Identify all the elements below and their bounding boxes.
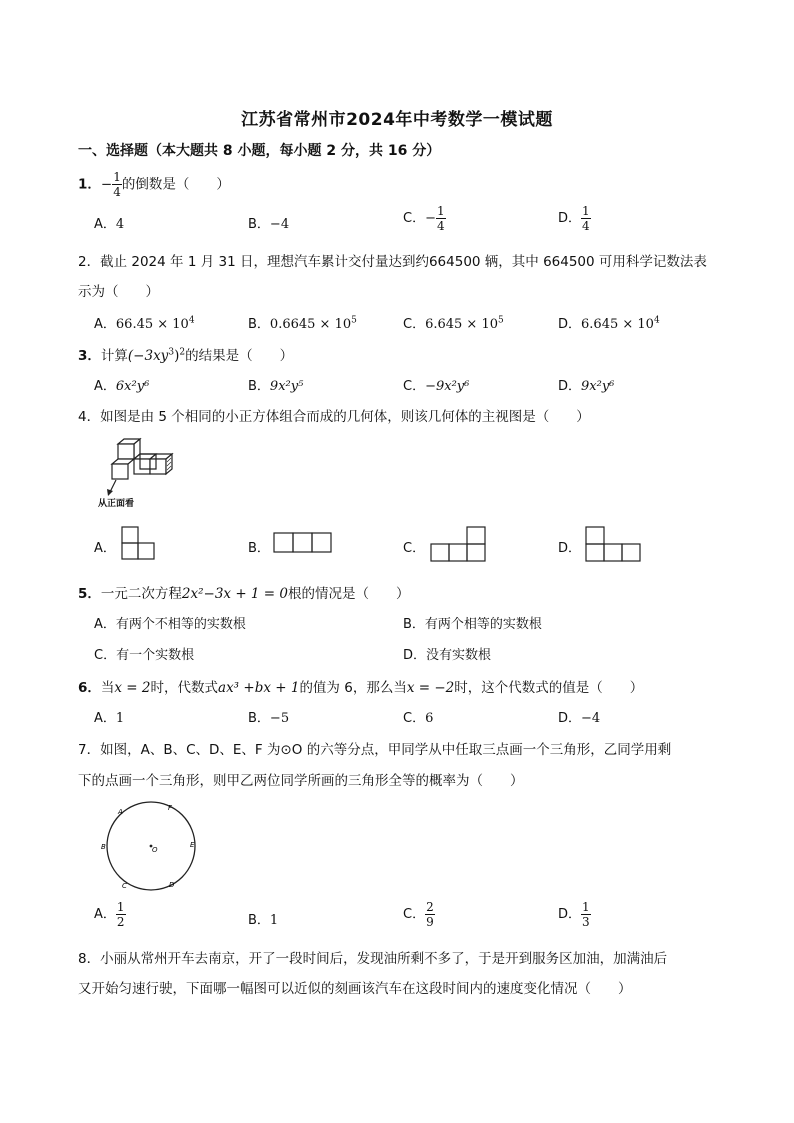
frac-den: 4 xyxy=(436,219,445,233)
q6-option-b[interactable] xyxy=(248,707,289,726)
q8-line-2: 又开始匀速行驶，下面哪一幅图可以近似的刻画该汽车在这段时间内的速度变化情况（ ） xyxy=(78,981,632,997)
q6-expr: x = 2 xyxy=(114,680,151,696)
label-o: O xyxy=(152,846,158,854)
frac-num: 1 xyxy=(582,900,590,914)
q4-text: 4．如图是由 5 个相同的小正方体组合而成的几何体，则该几何体的主视图是（ ） xyxy=(78,409,590,425)
label-a: A xyxy=(118,808,123,816)
option-label: C． xyxy=(403,711,426,726)
q4-option-d[interactable] xyxy=(558,537,581,556)
option-value: 6x²y⁶ xyxy=(115,379,150,394)
question-6 xyxy=(78,676,643,696)
label-b: B xyxy=(101,843,106,851)
q7-circle-figure xyxy=(96,800,206,892)
q3-number: 3． xyxy=(78,348,101,364)
q2-option-b[interactable] xyxy=(248,313,357,332)
option-fraction xyxy=(116,900,126,929)
q1-option-a[interactable] xyxy=(94,213,124,232)
frac-num: 1 xyxy=(582,204,590,218)
frac-den: 2 xyxy=(116,915,125,929)
option-label: D． xyxy=(558,379,582,394)
q6-expr: x = −2 xyxy=(406,680,455,696)
q5-option-b[interactable]: B．有两个相等的实数根 xyxy=(403,617,542,632)
q3-expr: (−3xy xyxy=(127,348,169,364)
q3-exp-outer: 2 xyxy=(179,347,186,358)
q1-frac-den: 4 xyxy=(113,185,121,199)
view-arrow xyxy=(110,480,116,492)
option-label: A． xyxy=(94,907,116,922)
question-5 xyxy=(78,582,410,602)
q1-sign: − xyxy=(100,176,113,193)
option-label: A． xyxy=(94,541,116,556)
option-value: 4 xyxy=(115,217,125,232)
section-heading: 一、选择题（本大题共 8 小题，每小题 2 分，共 16 分） xyxy=(78,143,441,159)
option-label: A． xyxy=(94,317,116,332)
option-label: C． xyxy=(403,211,426,226)
label-c: C xyxy=(122,882,127,890)
option-value: −5 xyxy=(269,711,290,726)
q4-option-c-view xyxy=(428,524,490,564)
q2-line-1: 2．截止 2024 年 1 月 31 日，理想汽车累计交付量达到约664500 辆，其中 664500 可用科学记数法表 xyxy=(78,254,707,270)
q2-option-c[interactable] xyxy=(403,313,504,332)
q8-line-1: 8．小丽从常州开车去南京，开了一段时间后，发现油所剩不多了，于是开到服务区加油，加满油后 xyxy=(78,951,668,967)
option-value: 9x²y⁶ xyxy=(581,379,615,394)
q5-pre: 一元二次方程 xyxy=(100,586,182,602)
option-label: B． xyxy=(248,541,270,556)
q3-option-d[interactable] xyxy=(558,375,614,394)
option-value: 9x²y⁵ xyxy=(269,379,304,394)
q5-number: 5． xyxy=(78,586,101,602)
q5-option-c[interactable]: C．有一个实数根 xyxy=(94,648,195,663)
option-base: 6.645 × 10 xyxy=(581,317,654,332)
option-fraction xyxy=(581,204,591,233)
q7-option-d[interactable] xyxy=(558,900,591,929)
q1-option-c[interactable] xyxy=(403,204,446,233)
q4-caption: 从正面看 xyxy=(98,499,135,509)
option-sign: − xyxy=(425,211,436,226)
option-exp: 5 xyxy=(498,315,504,326)
q2-line-2: 示为（ ） xyxy=(78,284,159,300)
q6-number: 6． xyxy=(78,680,101,696)
option-label: C． xyxy=(403,317,426,332)
option-value: 6 xyxy=(425,711,434,726)
q3-close: ) xyxy=(174,348,180,364)
option-value: −9x²y⁶ xyxy=(425,379,470,394)
label-e: E xyxy=(190,841,195,849)
q1-number: 1． xyxy=(78,176,101,193)
q4-option-a[interactable] xyxy=(94,537,116,556)
option-label: D． xyxy=(558,317,582,332)
q7-option-a[interactable] xyxy=(94,900,126,929)
q1-frac-num: 1 xyxy=(113,170,121,184)
q6-part: 时，这个代数式的值是（ ） xyxy=(454,680,644,696)
frac-num: 1 xyxy=(436,204,445,218)
arrow-icon xyxy=(107,489,113,496)
q5-option-d[interactable]: D．没有实数根 xyxy=(403,648,492,663)
option-label: D． xyxy=(558,907,582,922)
option-label: B． xyxy=(248,379,270,394)
option-fraction xyxy=(581,900,591,929)
option-value: −4 xyxy=(581,711,601,726)
frac-num: 2 xyxy=(426,900,434,914)
option-exp: 4 xyxy=(653,315,660,326)
q4-option-c[interactable] xyxy=(403,537,425,556)
q1-fraction xyxy=(112,170,122,199)
q5-equation: 2x²−3x + 1 = 0 xyxy=(181,586,289,602)
option-label: B． xyxy=(248,217,270,232)
q6-expr: ax³ +bx + 1 xyxy=(218,680,300,696)
label-f: F xyxy=(168,804,173,812)
q2-option-d[interactable] xyxy=(558,313,660,332)
option-value: 1 xyxy=(115,711,125,726)
q7-line-2: 下的点画一个三角形，则甲乙两位同学所画的三角形全等的概率为（ ） xyxy=(78,773,524,789)
option-label: C． xyxy=(403,379,426,394)
q6-option-c[interactable] xyxy=(403,707,433,726)
option-base: 0.6645 × 10 xyxy=(269,317,352,332)
option-fraction xyxy=(425,900,435,929)
q4-option-b[interactable] xyxy=(248,537,270,556)
option-label: B． xyxy=(248,711,270,726)
label-d: D xyxy=(169,881,175,889)
option-exp: 5 xyxy=(351,315,357,326)
q6-option-a[interactable] xyxy=(94,707,124,726)
option-label: B． xyxy=(248,913,270,928)
q6-part: 当 xyxy=(100,680,115,696)
option-label: C． xyxy=(403,907,426,922)
question-1 xyxy=(78,170,230,199)
q3-option-c[interactable] xyxy=(403,375,469,394)
q6-option-d[interactable] xyxy=(558,707,600,726)
q2-option-a[interactable] xyxy=(94,313,195,332)
frac-num: 1 xyxy=(116,900,125,914)
q7-option-c[interactable] xyxy=(403,900,435,929)
frac-den: 4 xyxy=(582,219,590,233)
option-label: D． xyxy=(558,211,582,226)
option-exp: 4 xyxy=(188,315,195,326)
q5-option-a[interactable]: A．有两个不相等的实数根 xyxy=(94,617,246,632)
option-label: B． xyxy=(248,317,270,332)
page-title: 江苏省常州市2024年中考数学一模试题 xyxy=(241,110,553,130)
q7-option-b[interactable] xyxy=(248,909,278,928)
q3-option-b[interactable] xyxy=(248,375,303,394)
q5-post: 根的情况是（ ） xyxy=(288,586,410,602)
q4-option-d-view xyxy=(583,524,645,564)
option-base: 66.45 × 10 xyxy=(115,317,189,332)
q3-exp-inner: 3 xyxy=(168,347,175,358)
q1-option-b[interactable] xyxy=(248,213,289,232)
option-label: A． xyxy=(94,711,116,726)
q6-part: 的值为 6，那么当 xyxy=(299,680,407,696)
option-label: C． xyxy=(403,541,426,556)
option-value: 1 xyxy=(269,913,279,928)
frac-den: 9 xyxy=(426,915,434,929)
option-label: D． xyxy=(558,711,582,726)
frac-den: 3 xyxy=(582,915,590,929)
q3-pre: 计算 xyxy=(100,348,128,364)
option-fraction xyxy=(436,204,446,233)
q4-option-b-view xyxy=(272,531,336,555)
option-value: −4 xyxy=(269,217,290,232)
q7-line-1: 7．如图，A、B、C、D、E、F 为⊙O 的六等分点，甲同学从中任取三点画一个三角形，乙同学用剩 xyxy=(78,742,672,758)
option-label: A． xyxy=(94,217,116,232)
option-label: D． xyxy=(558,541,582,556)
q3-option-a[interactable] xyxy=(94,375,149,394)
option-base: 6.645 × 10 xyxy=(425,317,498,332)
q4-option-a-view xyxy=(120,524,160,562)
option-label: A． xyxy=(94,379,116,394)
question-3 xyxy=(78,344,293,364)
q1-text: 的倒数是（ ） xyxy=(121,176,230,193)
q1-option-d[interactable] xyxy=(558,204,591,233)
q6-part: 时，代数式 xyxy=(150,680,219,696)
q3-post: 的结果是（ ） xyxy=(185,348,294,364)
